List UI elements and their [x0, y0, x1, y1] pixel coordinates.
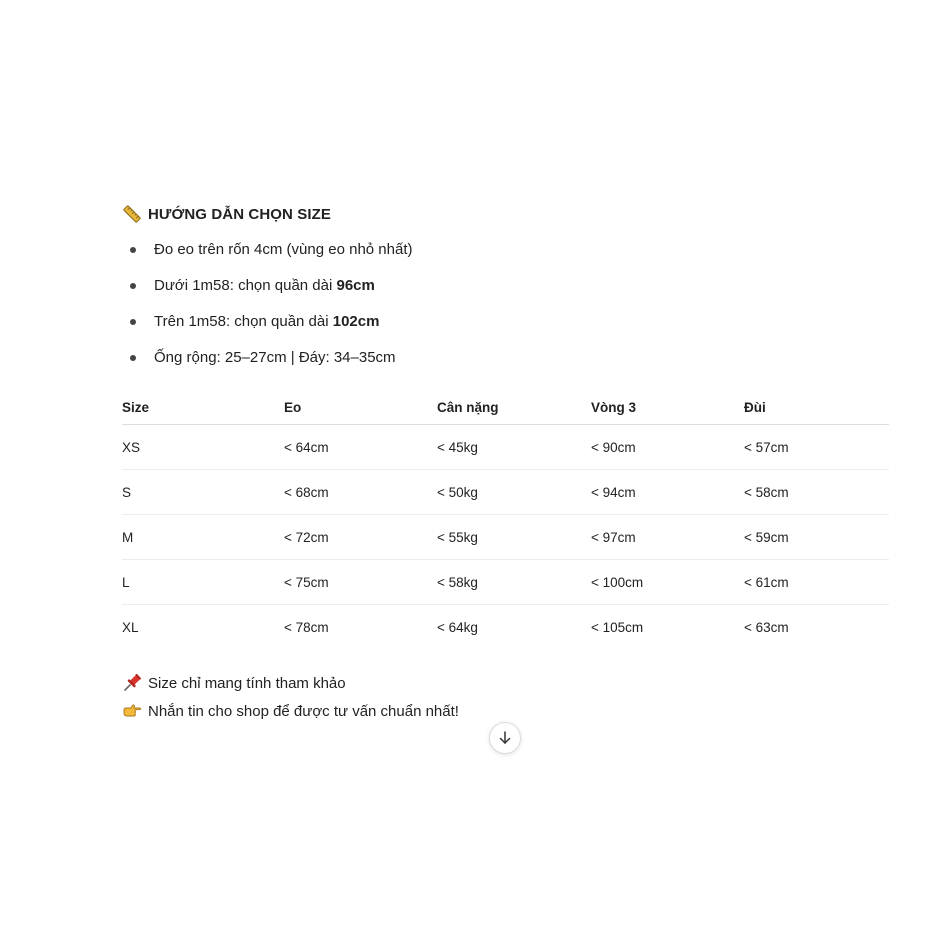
table-cell: XL: [122, 619, 139, 635]
table-cell: < 64kg: [437, 619, 478, 635]
table-cell: < 75cm: [284, 560, 437, 605]
table-cell: < 90cm: [591, 425, 744, 470]
table-cell: < 61cm: [744, 560, 889, 605]
size-guide-header: [122, 202, 889, 226]
table-row: [122, 515, 889, 560]
guide-list: [122, 238, 889, 382]
column-header-thigh: Đùi: [744, 390, 889, 425]
guide-item-text: Dưới 1m58: chọn quần dài: [154, 277, 337, 294]
table-cell: < 57cm: [744, 425, 889, 470]
note-text: Size chỉ mang tính tham khảo: [148, 674, 346, 692]
table-cell: < 58cm: [744, 470, 889, 515]
table-cell: < 105cm: [591, 619, 644, 635]
table-cell: S: [122, 470, 284, 515]
list-item: [122, 274, 889, 310]
guide-item-text: Đo eo trên rốn 4cm (vùng eo nhỏ nhất): [154, 241, 413, 258]
table-row: [122, 470, 889, 515]
guide-item-text: Trên 1m58: chọn quần dài: [154, 313, 333, 330]
pushpin-icon: [122, 673, 142, 693]
guide-item-text: Ống rộng: 25–27cm | Đáy: 34–35cm: [154, 349, 396, 366]
table-cell: < 45kg: [437, 425, 591, 470]
table-header-row: [122, 390, 889, 425]
table-row: [122, 605, 889, 650]
table-cell: < 55kg: [437, 515, 591, 560]
bullet-icon: [130, 247, 136, 253]
table-cell: < 97cm: [591, 515, 744, 560]
bullet-icon: [130, 283, 136, 289]
note-text: Nhắn tin cho shop để được tư vấn chuẩn nhất!: [148, 702, 459, 720]
table-cell: < 94cm: [591, 470, 744, 515]
bullet-icon: [130, 319, 136, 325]
table-cell: L: [122, 560, 284, 605]
bullet-icon: [130, 355, 136, 361]
page-title: HƯỚNG DẪN CHỌN SIZE: [148, 205, 331, 223]
table-cell: < 59cm: [744, 515, 889, 560]
column-header-weight: Cân nặng: [437, 390, 591, 425]
table-cell: < 63cm: [744, 619, 789, 635]
column-header-waist: Eo: [284, 390, 437, 425]
table-cell: < 50kg: [437, 470, 591, 515]
scroll-down-button[interactable]: [489, 722, 521, 754]
note-contact: [122, 697, 889, 725]
table-cell: < 100cm: [591, 560, 744, 605]
table-cell: < 64cm: [284, 425, 437, 470]
table-cell: < 68cm: [284, 470, 437, 515]
table-row: [122, 425, 889, 470]
pointing-hand-icon: [122, 701, 142, 721]
arrow-down-icon: [497, 730, 513, 746]
list-item: [122, 238, 889, 274]
note-reference: [122, 669, 889, 697]
size-table: [122, 390, 889, 649]
notes: [122, 669, 889, 725]
table-cell: < 72cm: [284, 515, 437, 560]
size-guide: [122, 202, 889, 725]
table-cell: M: [122, 515, 284, 560]
guide-item-bold: 96cm: [336, 277, 375, 294]
list-item: [122, 346, 889, 382]
guide-item-bold: 102cm: [332, 313, 380, 330]
table-row: [122, 560, 889, 605]
table-cell: < 78cm: [284, 619, 329, 635]
column-header-size: Size: [122, 390, 284, 425]
table-cell: < 58kg: [437, 560, 591, 605]
list-item: [122, 310, 889, 346]
table-cell: XS: [122, 425, 284, 470]
column-header-hip: Vòng 3: [591, 390, 744, 425]
ruler-icon: [122, 204, 142, 224]
